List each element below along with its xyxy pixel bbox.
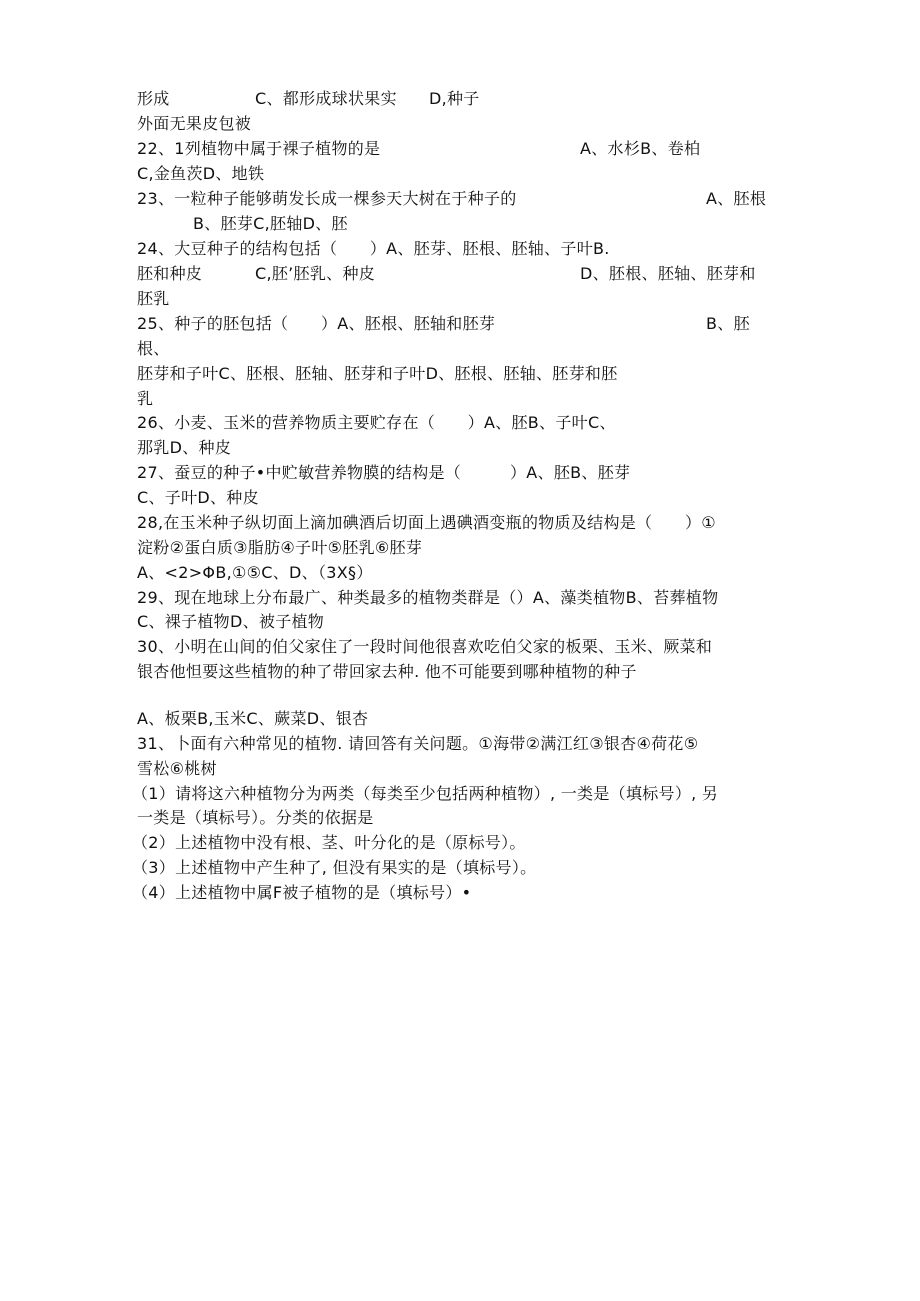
text-line: 乳	[137, 389, 154, 408]
text-line: C、都形成球状果实	[255, 89, 397, 108]
question-29: 29、现在地球上分布最广、种类最多的植物类群是（）A、藻类植物B、苔葬植物	[137, 588, 719, 607]
text-line: 形成	[137, 89, 170, 108]
sub-question-4: （4）上述植物中属F被子植物的是（填标号）•	[132, 883, 472, 902]
text-line: 雪松⑥桃树	[137, 759, 217, 778]
text-line: B、胚芽C,胚轴D、胚	[193, 214, 348, 233]
question-27: 27、蚕豆的种子•中贮敏营养物膜的结构是（ ）A、胚B、胚芽	[137, 463, 631, 482]
sub-question-2: （2）上述植物中没有根、茎、叶分化的是（原标号）。	[132, 833, 526, 852]
text-line: A、板栗B,玉米C、蕨菜D、银杏	[137, 709, 369, 728]
text-line: 一类是（填标号）。分类的依据是	[137, 808, 374, 827]
text-line: 淀粉②蛋白质③脂肪④子叶⑤胚乳⑥胚芽	[137, 538, 423, 557]
text-line: 胚乳	[137, 289, 170, 308]
text-line: 外面无果皮包被	[137, 114, 252, 133]
text-line: A、水杉B、卷柏	[580, 139, 701, 158]
text-line: C、裸子植物D、被子植物	[137, 612, 325, 631]
text-line: A、<2>ΦB,①⑤C、D、（3X§）	[137, 563, 373, 582]
text-line: D,种子	[429, 89, 480, 108]
text-line: C,金鱼茨D、地铁	[137, 164, 265, 183]
question-22: 22、1列植物中属于裸子植物的是	[137, 139, 381, 158]
question-25: 25、种子的胚包括（ ）A、胚根、胚轴和胚芽	[137, 314, 496, 333]
text-line: C、子叶D、种皮	[137, 488, 259, 507]
question-28: 28,在玉米种子纵切面上滴加碘酒后切面上遇碘酒变瓶的物质及结构是（ ）①	[137, 513, 716, 532]
text-line: 胚和种皮	[137, 264, 203, 283]
text-line: 银杏他怛要这些植物的种了带回家去种. 他不可能要到哪种植物的种子	[137, 662, 637, 681]
text-line: A、胚根	[706, 189, 767, 208]
question-26: 26、小麦、玉米的营养物质主要贮存在（ ）A、胚B、子叶C、	[137, 413, 616, 432]
question-23: 23、一粒种子能够萌发长成一棵参天大树在于种子的	[137, 189, 517, 208]
text-line: 根、	[137, 339, 170, 358]
question-24: 24、大豆种子的结构包括（ ）A、胚芽、胚根、胚轴、子叶B.	[137, 239, 610, 258]
question-30: 30、小明在山间的伯父家住了一段时间他很喜欢吃伯父家的板栗、玉米、厥菜和	[137, 637, 713, 656]
sub-question-3: （3）上述植物中产生种了, 但没有果实的是（填标号）。	[132, 858, 537, 877]
question-31: 31、卜面有六种常见的植物. 请回答有关问题。①海带②满江红③银杏④荷花⑤	[137, 734, 699, 753]
text-line: C,胚’胚乳、种皮	[255, 264, 376, 283]
text-line: 胚芽和子叶C、胚根、胚轴、胚芽和子叶D、胚根、胚轴、胚芽和胚	[137, 364, 618, 383]
text-line: D、胚根、胚轴、胚芽和	[580, 264, 756, 283]
text-line: 那乳D、种皮	[137, 438, 232, 457]
text-line: B、胚	[706, 314, 750, 333]
sub-question-1: （1）请将这六种植物分为两类（每类至少包括两种植物）, 一类是（填标号）, 另	[132, 784, 719, 803]
